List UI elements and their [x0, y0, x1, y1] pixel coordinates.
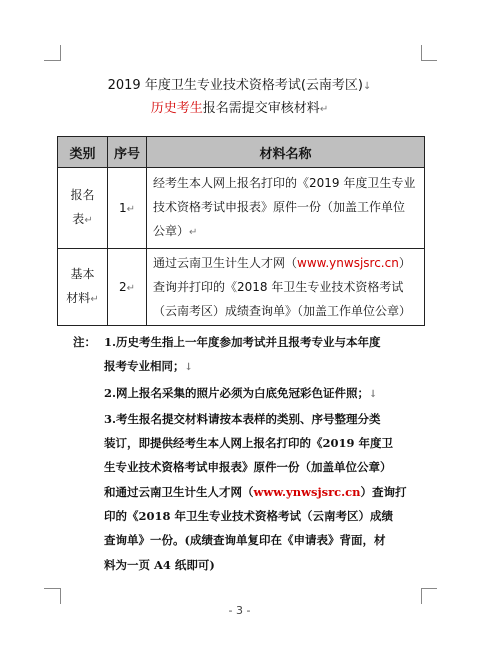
note-line: 2.网上报名采集的照片必须为白底免冠彩色证件照；↓ [104, 385, 378, 400]
note-line: 查询单》一份。(成绩查询单复印在《申请表》背面，材 [104, 533, 386, 548]
notes-section [73, 330, 429, 577]
crop-mark-bottom-left-v [60, 588, 61, 604]
crop-mark-top-right-v [421, 45, 422, 61]
note-line: 和通过云南卫生计生人才网（www.ynwsjsrc.cn）查询打 [104, 484, 407, 499]
page-number: - 3 - [228, 604, 251, 617]
title-line-2: 报名需提交审核材料 [202, 101, 320, 116]
title-highlight: 历史考生 [150, 101, 203, 116]
note-line: 生专业技术资格考试申报表》原件一份（加盖单位公章） [104, 460, 392, 475]
row2-material: 通过云南卫生计生人才网（www.ynwsjsrc.cn） 查询并打印的《2018 年卫生专业技术资格考试 （云南考区）成绩查询单》（加盖工作单位公章） [147, 249, 425, 326]
row1-category: 报名 表↵ [58, 168, 108, 249]
document-subtitle: 历史考生报名需提交审核材料↵ [150, 101, 329, 116]
row2-number: 2↵ [108, 249, 147, 326]
crop-mark-top-left-v [60, 45, 61, 61]
row1-number: 1↵ [108, 168, 147, 249]
notes-body [104, 330, 429, 577]
header-category: 类别 [58, 137, 108, 168]
row2-category: 基本 材料↵ [58, 249, 108, 326]
note-line: 报考专业相同；↓ [104, 359, 193, 374]
title-line-1: 2019 年度卫生专业技术资格考试(云南考区) [107, 78, 363, 93]
note-line: 料为一页 A4 纸即可) [104, 557, 215, 572]
crop-mark-bottom-left-h [44, 588, 60, 589]
header-number: 序号 [108, 137, 147, 168]
crop-mark-bottom-right-h [421, 588, 437, 589]
table-row [58, 249, 425, 326]
note-line: 印的《2018 年卫生专业技术资格考试（云南考区）成绩 [104, 509, 394, 524]
notes-label: 注： [73, 335, 96, 349]
crop-mark-bottom-right-v [421, 588, 422, 604]
crop-mark-top-right-h [421, 60, 437, 61]
header-material: 材料名称 [147, 137, 425, 168]
note-line: 装订，即提供经考生本人网上报名打印的《2019 年度卫 [104, 436, 394, 451]
note-line: 3.考生报名提交材料请按本表样的类别、序号整理分类 [104, 411, 381, 426]
table-row [58, 168, 425, 249]
row1-material: 经考生本人网上报名打印的《2019 年度卫生专业 技术资格考试申报表》原件一份（加盖工作单位 公章）↵ [147, 168, 425, 249]
crop-mark-top-left-h [44, 60, 60, 61]
note-line: 1.历史考生指上一年度参加考试并且报考专业与本年度 [104, 335, 381, 349]
materials-table [57, 136, 425, 326]
website-link[interactable]: www.ynwsjsrc.cn [297, 256, 399, 270]
table-header-row [58, 137, 425, 168]
document-title: 2019 年度卫生专业技术资格考试(云南考区)↓ [107, 78, 372, 93]
website-link[interactable]: www.ynwsjsrc.cn [253, 484, 361, 499]
